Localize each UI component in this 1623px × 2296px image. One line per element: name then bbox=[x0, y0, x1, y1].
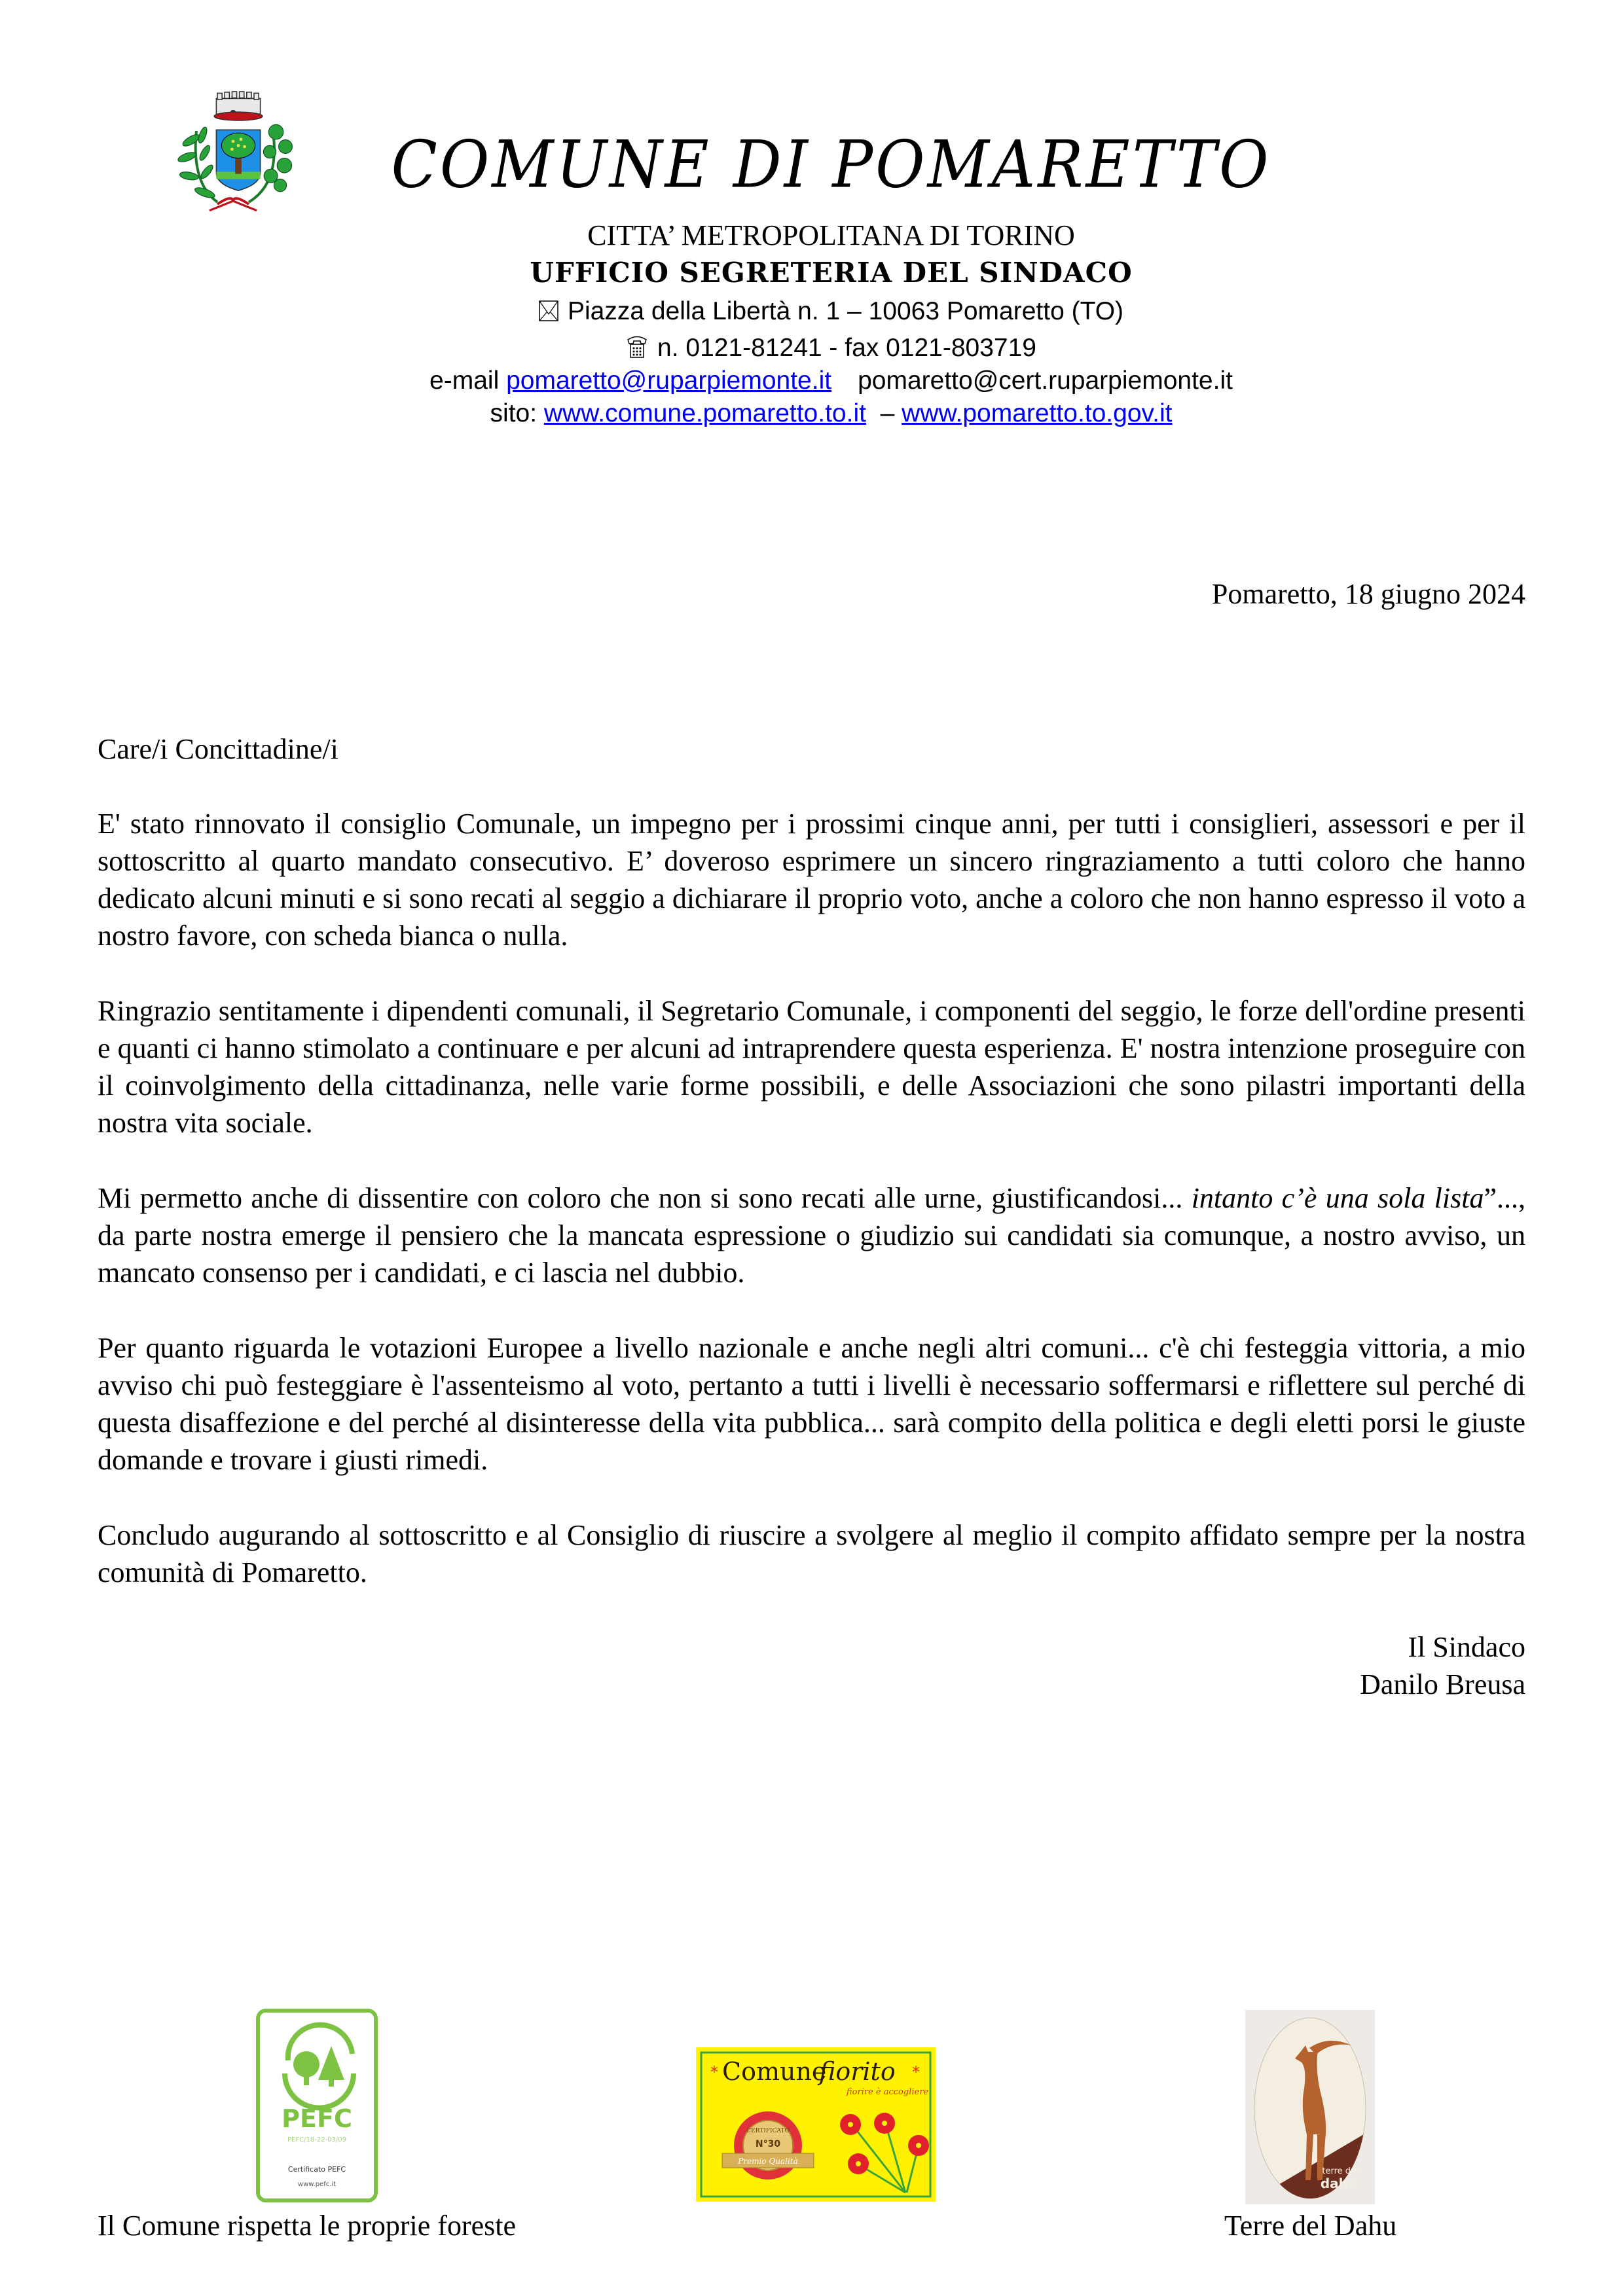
svg-text:Comune: Comune bbox=[722, 2057, 827, 2086]
email-link[interactable]: pomaretto@ruparpiemonte.it bbox=[506, 367, 832, 395]
signature-role: Il Sindaco bbox=[1408, 1631, 1525, 1663]
paragraph-5: Concludo augurando al sottoscritto e al Consiglio di riuscire a svolgere al meglio il compito affidato sempre per la nostra comunità di Pomaretto. bbox=[98, 1519, 1525, 1588]
metropolitan-city-subtitle: CITTA’ METROPOLITANA DI TORINO bbox=[587, 219, 1075, 251]
phone-fax-text: n. 0121-81241 - fax 0121-803719 bbox=[657, 334, 1036, 362]
svg-text:dahu: dahu bbox=[1320, 2176, 1358, 2191]
site-separator: – bbox=[880, 399, 895, 427]
office-name: UFFICIO SEGRETERIA DEL SINDACO bbox=[530, 257, 1133, 289]
terre-del-dahu-logo bbox=[1245, 2010, 1375, 2204]
svg-text:*: * bbox=[710, 2063, 718, 2081]
forest-caption: Il Comune rispetta le proprie foreste bbox=[98, 2210, 517, 2242]
paragraph-3 bbox=[98, 1179, 1525, 1291]
paragraph-1: E' stato rinnovato il consiglio Comunale, un impegno per i prossimi cinque anni, per tutti i consiglieri, assessori e per il sottoscritto al quarto mandato consecutivo. E’ doveroso esprimere un sincero ringraziamento a tutti coloro che hanno dedicato alcuni minuti e si sono recati al seggio a dichiarare il proprio voto, anche a coloro che non hanno espresso il voto a nostro favore, con scheda bianca o nulla. bbox=[98, 808, 1525, 952]
signature-name: Danilo Breusa bbox=[1360, 1668, 1525, 1700]
paragraph-4: Per quanto riguarda le votazioni Europee a livello nazionale e anche negli altri comuni... c'è chi festeggia vittoria, a mio avviso chi può festeggiare è l'assenteismo al voto, pertanto a tutti i livelli è necessario soffermarsi e riflettere sul perché di questa disaffezione e del perché al disinteresse della vita pubblica... sarà compito della politica e degli eletti porsi le giuste domande e trovare i giusti rimedi. bbox=[98, 1332, 1525, 1476]
pec-address: pomaretto@cert.ruparpiemonte.it bbox=[858, 367, 1233, 395]
paragraph-3-quote: intanto c’è una sola lista bbox=[1191, 1182, 1484, 1214]
signature-block bbox=[1360, 1628, 1525, 1703]
site-label: sito: bbox=[490, 399, 538, 427]
svg-text:PEFC: PEFC bbox=[282, 2104, 352, 2133]
telephone-icon bbox=[626, 334, 648, 359]
svg-text:fiorire è accogliere: fiorire è accogliere bbox=[847, 2087, 929, 2097]
email-line bbox=[0, 368, 1623, 393]
svg-text:*: * bbox=[912, 2063, 920, 2081]
paragraph-3-start: Mi permetto anche di dissentire con coloro che non si sono recati alle urne, giustificandosi... bbox=[98, 1182, 1192, 1214]
svg-text:PEFC/18-22-03/09: PEFC/18-22-03/09 bbox=[287, 2136, 346, 2144]
website-link-gov[interactable]: www.pomaretto.to.gov.it bbox=[902, 399, 1173, 427]
paragraph-3-end: ”..., da parte nostra emerge il pensiero che la mancata espressione o giudizio sui candidati sia comunque, a nostro avviso, un mancato consenso per i candidati, e ci lascia nel dubbio. bbox=[98, 1182, 1525, 1289]
svg-text:fiorito: fiorito bbox=[819, 2057, 896, 2086]
dahu-caption: Terre del Dahu bbox=[1224, 2210, 1397, 2242]
comune-fiorito-logo bbox=[696, 2047, 936, 2202]
municipality-title: COMUNE DI POMARETTO bbox=[391, 126, 1271, 203]
svg-text:terre del: terre del bbox=[1322, 2166, 1359, 2176]
svg-text:N°30: N°30 bbox=[755, 2139, 781, 2149]
svg-text:CERTIFICATO: CERTIFICATO bbox=[746, 2128, 790, 2134]
salutation: Care/i Concittadine/i bbox=[98, 733, 338, 765]
website-link-comune[interactable]: www.comune.pomaretto.to.it bbox=[543, 399, 866, 427]
address-text: Piazza della Libertà n. 1 – 10063 Pomaretto (TO) bbox=[567, 297, 1124, 325]
email-label: e-mail bbox=[429, 367, 500, 395]
svg-text:Certificato PEFC: Certificato PEFC bbox=[287, 2165, 346, 2174]
letter-date: Pomaretto, 18 giugno 2024 bbox=[1211, 578, 1525, 610]
envelope-icon bbox=[539, 300, 558, 322]
paragraph-2: Ringrazio sentitamente i dipendenti comunali, il Segretario Comunale, i componenti del seggio, le forze dell'ordine presenti e quanti ci hanno stimolato a continuare e per alcuni ad intraprendere questa esperienza. E' nostra intenzione proseguire con il coinvolgimento della cittadinanza, nelle varie forme possibili, e delle Associazioni che sono pilastri importanti della nostra vita sociale. bbox=[98, 995, 1525, 1139]
pefc-certification-logo bbox=[255, 2008, 378, 2203]
svg-text:www.pefc.it: www.pefc.it bbox=[297, 2181, 337, 2188]
svg-text:Premio Qualità: Premio Qualità bbox=[738, 2157, 798, 2166]
mural-crown-icon bbox=[214, 92, 263, 120]
phone-line bbox=[0, 334, 1623, 361]
website-line bbox=[0, 401, 1623, 426]
address-line bbox=[0, 298, 1623, 324]
